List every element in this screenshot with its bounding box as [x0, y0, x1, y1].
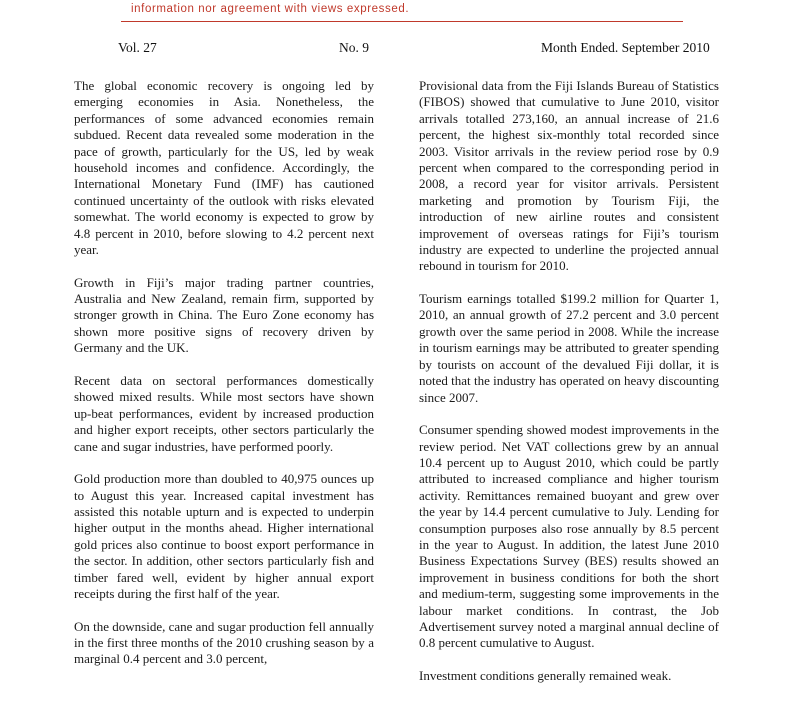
volume-label: Vol. 27 — [118, 40, 157, 55]
paragraph-tourism-earnings: Tourism earnings totalled $199.2 million for Quarter 1, 2010, an annual growth of 27.2 percent and 3.0 percent growth over the same period in 2008. While the increase in tourism earnings may be attributed to greater spending by tourists on account of the devalued Fiji dollar, it is noted that the industry has operated on heavy discounting since 2007. — [419, 291, 719, 405]
period-label: Month Ended. September 2010 — [541, 40, 710, 55]
paragraph-cane-sugar: On the downside, cane and sugar production fell annually in the first three months of the 2010 crushing season by a marginal 0.4 percent and 3.0 percent, — [74, 618, 374, 667]
paragraph-consumer-spending: Consumer spending showed modest improvements in the review period. Net VAT collections grew by an annual 10.4 percent up to August 2010, which could be partly attributed to increased compliance and higher tourism activity. Remittances remained buoyant and grew over the year by 14.4 percent cumulative to July. Lending for consumption purposes also rose annually by 8.5 percent in the year to August. In addition, the latest June 2010 Business Expectations Survey (BES) results showed an improvement in business conditions for both the short and medium-term, suggesting some improvements in the labour market conditions. In contrast, the Job Advertisement survey noted a marginal annual decline of 0.8 percent cumulative to August. — [419, 422, 719, 651]
paragraph-global-recovery: The global economic recovery is ongoing led by emerging economies in Asia. Nonetheless, the performances of some advanced economies remain subdued. Recent data revealed some moderation in the pace of growth, particularly for the US, led by weak household incomes and confidence. Accordingly, the International Monetary Fund (IMF) has cautioned continued uncertainty of the outlook with risks elevated somewhat. The world economy is expected to grow by 4.8 percent in 2010, before slowing to 4.2 percent next year. — [74, 78, 374, 258]
disclaimer-text: information nor agreement with views expressed. — [131, 3, 410, 15]
paragraph-trading-partners: Growth in Fiji’s major trading partner countries, Australia and New Zealand, remain firm, supported by stronger growth in China. The Euro Zone economy has shown more positive signs of recovery driven by Germany and the UK. — [74, 274, 374, 356]
right-column — [419, 78, 719, 701]
left-column — [74, 78, 374, 684]
issue-number: No. 9 — [339, 40, 369, 55]
paragraph-sectoral-performance: Recent data on sectoral performances domestically showed mixed results. While most sectors have shown up-beat performances, evident by increased production and higher export receipts, other sectors particularly the cane and sugar industries, have performed poorly. — [74, 372, 374, 454]
paragraph-visitor-arrivals: Provisional data from the Fiji Islands Bureau of Statistics (FIBOS) showed that cumulative to June 2010, visitor arrivals totalled 273,160, an annual increase of 21.6 percent, the highest six-monthly total recorded since 2003. Visitor arrivals in the review period rose by 0.9 percent when compared to the corresponding period in 2008, a record year for visitor arrivals. Persistent marketing and promotion by Tourism Fiji, the introduction of new airline routes and consistent improvement of overseas ratings for Fiji’s tourism industry are expected to underline the projected annual rebound in tourism for 2010. — [419, 78, 719, 274]
paragraph-investment-conditions: Investment conditions generally remained weak. — [419, 667, 672, 683]
paragraph-gold-production: Gold production more than doubled to 40,975 ounces up to August this year. Increased capital investment has assisted this notable upturn and is expected to underpin higher output in the months ahead. Higher international gold prices also continue to boost export performance in the sector. In addition, other sectors particularly fish and timber fared well, evident by higher annual export receipts during the first half of the year. — [74, 471, 374, 601]
header-divider — [121, 21, 683, 22]
